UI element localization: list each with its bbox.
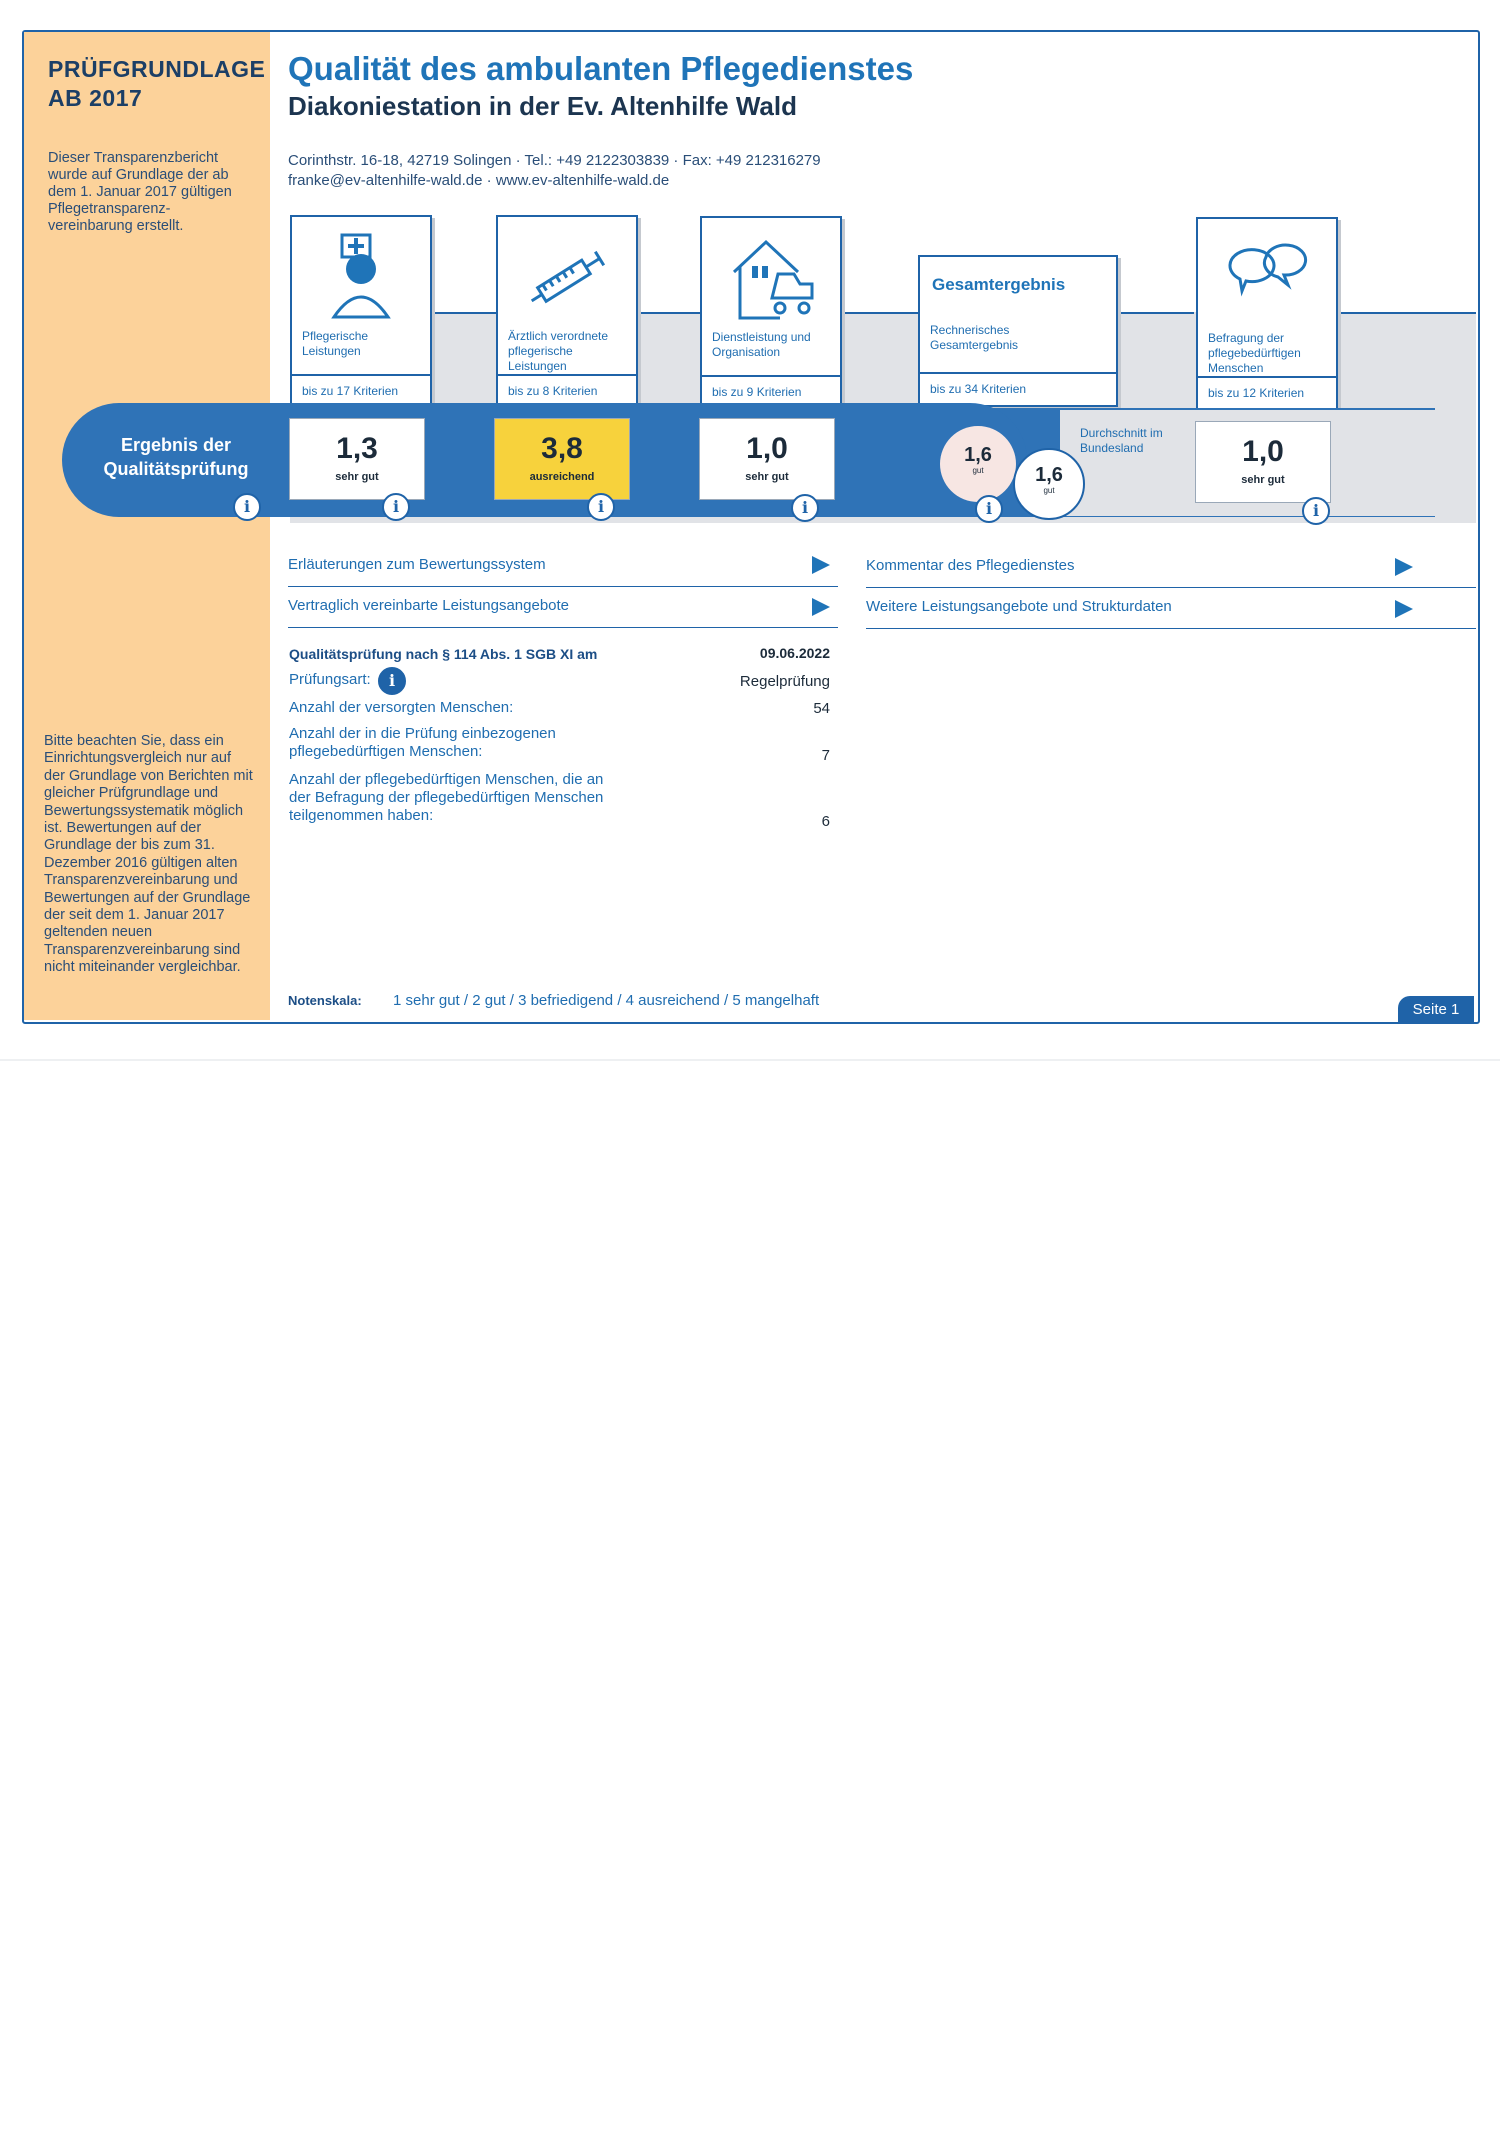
- band-bottom: [290, 517, 1476, 523]
- link-label: Kommentar des Pflegedienstes: [866, 557, 1075, 574]
- syringe-icon: [498, 225, 636, 325]
- grade-text: ausreichend: [529, 471, 595, 483]
- link-label: Erläuterungen zum Bewertungssystem: [288, 556, 546, 573]
- info-icon[interactable]: i: [378, 667, 406, 695]
- grade-box-dienstleistung: [699, 418, 835, 500]
- detail-value-pruefungsart: Regelprüfung: [739, 673, 830, 690]
- grade-text: gut: [1043, 486, 1055, 495]
- connector-line: [1116, 312, 1194, 314]
- link-erlaeuterungen[interactable]: [288, 546, 838, 587]
- sidebar-intro: Dieser Transparenzbericht wurde auf Grundlage der ab dem 1. Januar 2017 gültigen Pflegetransparenz-vereinbarung erstellt.: [48, 150, 232, 234]
- detail-label-pruefungsart: Prüfungsart:: [289, 671, 371, 688]
- criteria-count: bis zu 12 Kriterien: [1198, 376, 1336, 407]
- category-label: Ärztlich verordnete pflegerische Leistungen: [508, 329, 609, 373]
- grade-value: 3,8: [541, 432, 583, 465]
- criteria-count: bis zu 34 Kriterien: [920, 372, 1116, 403]
- connector-line: [636, 312, 702, 314]
- grade-scale: 1 sehr gut / 2 gut / 3 befriedigend / 4 ausreichend / 5 mangelhaft: [393, 992, 820, 1009]
- state-average-label: Durchschnitt im Bundesland: [1080, 426, 1163, 455]
- link-leistungsangebote[interactable]: [288, 587, 838, 628]
- link-label: Weitere Leistungsangebote und Strukturdaten: [866, 598, 1172, 615]
- detail-value-einbezogene: 7: [821, 747, 830, 764]
- result-bar-label: Ergebnis der Qualitätsprüfung: [103, 435, 249, 479]
- info-icon[interactable]: i: [587, 493, 615, 521]
- criteria-count: bis zu 9 Kriterien: [702, 375, 840, 406]
- page-number: Seite 1: [1398, 996, 1474, 1024]
- detail-value-befragung: 6: [821, 813, 830, 830]
- criteria-count: bis zu 8 Kriterien: [498, 374, 636, 405]
- detail-label-befragung: Anzahl der pflegebedürftigen Menschen, die an der Befragung der pflegebedürftigen Menschen teilgenommen haben:: [289, 771, 604, 824]
- sidebar-title: [48, 55, 265, 113]
- grade-value: 1,0: [1242, 435, 1284, 468]
- overall-grade-circle: [940, 426, 1016, 502]
- grade-text: gut: [972, 466, 984, 475]
- grade-text: sehr gut: [745, 471, 789, 483]
- card-aerztlich-verordnet[interactable]: [496, 215, 638, 409]
- connector-line: [840, 312, 918, 314]
- card-dienstleistung-organisation[interactable]: [700, 216, 842, 410]
- grade-box-aerztlich: [494, 418, 630, 500]
- info-icon[interactable]: i: [382, 493, 410, 521]
- link-label: Vertraglich vereinbarte Leistungsangebote: [288, 597, 570, 614]
- criteria-count: bis zu 17 Kriterien: [292, 374, 430, 405]
- page-title: Qualität des ambulanten Pflegedienstes: [288, 50, 914, 87]
- arrow-right-icon[interactable]: [812, 598, 830, 616]
- state-average-circle: [1013, 448, 1085, 520]
- sidebar-title-line2: AB 2017: [48, 85, 143, 111]
- detail-value-date: 09.06.2022: [759, 645, 830, 661]
- card-gesamtergebnis[interactable]: [918, 255, 1118, 407]
- grade-value: 1,3: [336, 432, 378, 465]
- detail-value-versorgte: 54: [813, 700, 830, 717]
- detail-label-pruefung: Qualitätsprüfung nach § 114 Abs. 1 SGB XI am: [289, 646, 598, 662]
- grade-value: 1,6: [1035, 464, 1063, 486]
- card-befragung[interactable]: [1196, 217, 1338, 411]
- info-icon[interactable]: i: [975, 495, 1003, 523]
- connector-line: [1334, 312, 1476, 314]
- house-car-icon: [702, 226, 840, 326]
- address-line: Corinthstr. 16-18, 42719 Solingen · Tel.: +49 2122303839 · Fax: +49 212316279: [288, 152, 821, 169]
- card-pflegerische-leistungen[interactable]: [290, 215, 432, 409]
- link-weitere-leistungen[interactable]: [866, 588, 1476, 629]
- info-icon[interactable]: i: [233, 493, 261, 521]
- grade-scale-label: Notenskala:: [288, 993, 362, 1008]
- sidebar-title-line1: PRÜFGRUNDLAGE: [48, 56, 266, 82]
- category-label: Dienstleistung und Organisation: [712, 330, 811, 359]
- grade-text: sehr gut: [1241, 474, 1285, 486]
- grade-box-befragung: [1195, 421, 1331, 503]
- page-subtitle: Diakoniestation in der Ev. Altenhilfe Wald: [288, 91, 797, 121]
- detail-label-einbezogene: Anzahl der in die Prüfung einbezogenen pflegebedürftigen Menschen:: [289, 725, 556, 760]
- speech-bubbles-icon: [1198, 227, 1336, 327]
- nurse-icon: [292, 225, 430, 325]
- info-icon[interactable]: i: [1302, 497, 1330, 525]
- info-icon[interactable]: i: [791, 494, 819, 522]
- arrow-right-icon[interactable]: [812, 556, 830, 574]
- link-kommentar[interactable]: [866, 547, 1476, 588]
- category-label: Pflegerische Leistungen: [302, 329, 369, 358]
- arrow-right-icon[interactable]: [1395, 600, 1413, 618]
- contact-line: franke@ev-altenhilfe-wald.de · www.ev-altenhilfe-wald.de: [288, 172, 670, 189]
- gesamt-title: Gesamtergebnis: [932, 275, 1066, 294]
- page-separator: [0, 1059, 1500, 1061]
- grade-box-pflegerische: [289, 418, 425, 500]
- grade-value: 1,0: [746, 432, 788, 465]
- sidebar-note: Bitte beachten Sie, dass ein Einrichtungsvergleich nur auf der Grundlage von Berichten mit gleicher Prüfgrundlage und Bewertungssystematik möglich ist. Bewertungen auf der Grundlage der bis zum 31. Dezember 2016 gültigen alten Transparenzvereinbarung und Bewertungen auf der Grundlage der seit dem 1. Januar 2017 geltenden neuen Transparenzvereinbarung sind nicht miteinander vergleichbar.: [44, 733, 253, 976]
- category-label: Befragung der pflegebedürftigen Menschen: [1208, 331, 1301, 375]
- category-label: Rechnerisches Gesamtergebnis: [930, 323, 1019, 352]
- connector-line: [430, 312, 496, 314]
- detail-label-versorgte: Anzahl der versorgten Menschen:: [289, 699, 514, 716]
- arrow-right-icon[interactable]: [1395, 558, 1413, 576]
- grade-value: 1,6: [964, 444, 992, 466]
- grade-text: sehr gut: [335, 471, 379, 483]
